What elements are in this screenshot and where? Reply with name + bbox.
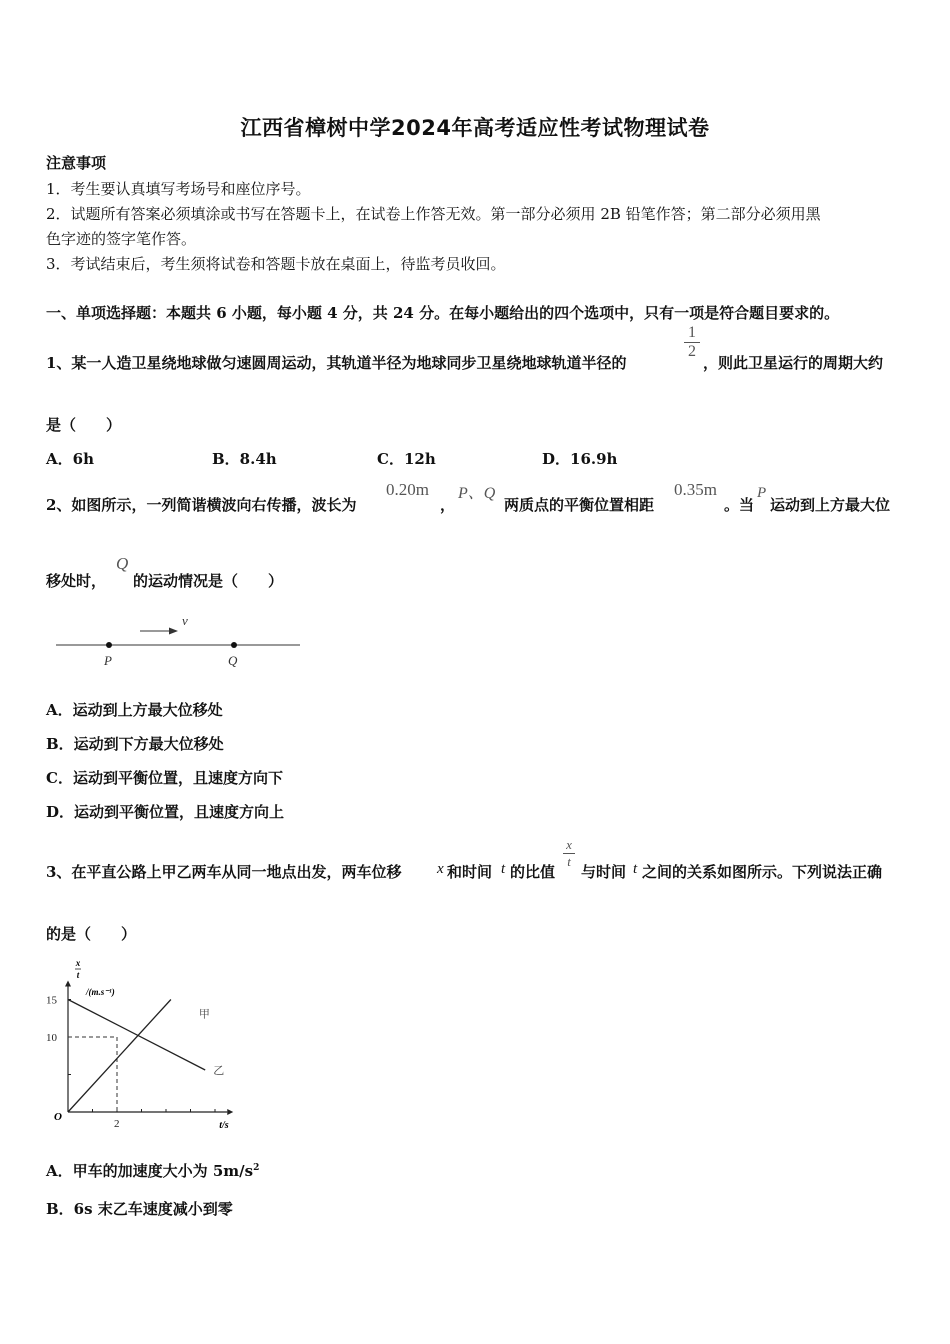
- q3-text-e: 之间的关系如图所示。下列说法正确: [642, 863, 883, 881]
- q2-text-e: 移处时，: [46, 572, 107, 590]
- origin-label: O: [54, 1111, 62, 1123]
- velocity-label: v: [182, 613, 188, 628]
- q3-text-b: 和时间: [447, 863, 493, 881]
- q2-q: Q: [116, 554, 129, 573]
- q3-text-f: 的是（ ）: [46, 925, 137, 943]
- q2-text-f: 的运动情况是（ ）: [133, 572, 284, 590]
- q3-option-a-sup: 2: [253, 1163, 260, 1173]
- arrow-head-icon: [169, 628, 178, 635]
- series-label: 甲: [198, 1007, 210, 1021]
- q2-wavelength: 0.20m: [386, 480, 429, 499]
- q3-t2: t: [633, 861, 638, 877]
- series-line-yi: [68, 1000, 205, 1071]
- q3-x: x: [437, 861, 444, 877]
- q2-option-d[interactable]: D．运动到平衡位置，且速度方向上: [46, 803, 285, 821]
- point-p: [106, 642, 112, 648]
- y-label-num: x: [75, 958, 81, 968]
- q3-text-c: 的比值: [510, 863, 556, 881]
- q3-frac-den: t: [563, 853, 575, 870]
- y-label-unit: /(m.s⁻¹): [86, 987, 115, 997]
- x-axis-arrow-icon: [227, 1109, 233, 1115]
- q3-fraction: [563, 837, 575, 870]
- q2-option-a[interactable]: A．运动到上方最大位移处: [46, 701, 223, 719]
- y-axis-arrow-icon: [65, 981, 71, 987]
- x-label: t/s: [219, 1120, 229, 1131]
- q1-option-c[interactable]: C．12h: [377, 450, 436, 468]
- y-tick-label: 10: [46, 1032, 57, 1044]
- q3-option-b[interactable]: B．6s 末乙车速度减小到零: [46, 1200, 233, 1218]
- notice-item: 色字迹的签字笔作答。: [46, 230, 197, 248]
- page-title: 江西省樟树中学2024年高考适应性考试物理试卷: [240, 116, 710, 140]
- q2-distance: 0.35m: [674, 480, 717, 499]
- notice-item: 2．试题所有答案必须填涂或书写在答题卡上，在试卷上作答无效。第一部分必须用 2B 铅笔作答；第二部分必须用黑: [46, 205, 821, 223]
- q1-fraction: [684, 324, 700, 361]
- y-label-den: t: [76, 970, 80, 980]
- x-tick-label: 2: [114, 1118, 120, 1130]
- series-line-jia: [68, 1000, 171, 1113]
- p-label: P: [104, 653, 112, 668]
- section-heading: 一、单项选择题：本题共 6 小题，每小题 4 分，共 24 分。在每小题给出的四个选项中，只有一项是符合题目要求的。: [46, 304, 840, 322]
- q3-frac-num: x: [566, 837, 572, 852]
- q3-text-a: 3、在平直公路上甲乙两车从同一地点出发，两车位移: [46, 863, 402, 881]
- q1-option-b[interactable]: B．8.4h: [212, 450, 277, 468]
- series-label: 乙: [213, 1064, 225, 1077]
- q2-option-b[interactable]: B．运动到下方最大位移处: [46, 735, 224, 753]
- notice-heading: 注意事项: [46, 154, 107, 172]
- q2-p: P: [757, 485, 767, 501]
- point-q: [231, 642, 237, 648]
- q1-option-a[interactable]: A．6h: [46, 450, 94, 468]
- wave-figure: [50, 610, 310, 674]
- q2-text-c: 。当: [724, 496, 755, 514]
- q2-text-d: 运动到上方最大位: [770, 496, 891, 514]
- q2-text-b: 两质点的平衡位置相距: [504, 496, 655, 514]
- q3-t: t: [501, 861, 506, 877]
- q1-text-b: ，则此卫星运行的周期大约: [703, 354, 884, 372]
- q1-frac-den: 2: [684, 342, 700, 361]
- notice-item: 1．考生要认真填写考场号和座位序号。: [46, 180, 311, 198]
- q3-option-a[interactable]: [46, 1160, 259, 1181]
- q1-option-d[interactable]: D．16.9h: [542, 450, 618, 468]
- y-tick-label: 15: [46, 994, 57, 1007]
- xt-chart: [40, 955, 270, 1135]
- q1-text-a: 1、某一人造卫星绕地球做匀速圆周运动，其轨道半径为地球同步卫星绕地球轨道半径的: [46, 354, 627, 372]
- q3-option-a-text: A．甲车的加速度大小为 5m/s: [46, 1162, 254, 1180]
- q2-comma: ，: [440, 496, 456, 514]
- q1-text-c: 是（ ）: [46, 416, 122, 434]
- q-label: Q: [228, 653, 238, 668]
- q2-option-c[interactable]: C．运动到平衡位置，且速度方向下: [46, 769, 283, 787]
- q2-text-a: 2、如图所示，一列简谐横波向右传播，波长为: [46, 496, 357, 514]
- q2-pq: P、Q: [458, 485, 496, 502]
- notice-item: 3．考试结束后，考生须将试卷和答题卡放在桌面上，待监考员收回。: [46, 255, 506, 273]
- q1-frac-num: 1: [688, 324, 696, 341]
- q3-text-d: 与时间: [581, 863, 627, 881]
